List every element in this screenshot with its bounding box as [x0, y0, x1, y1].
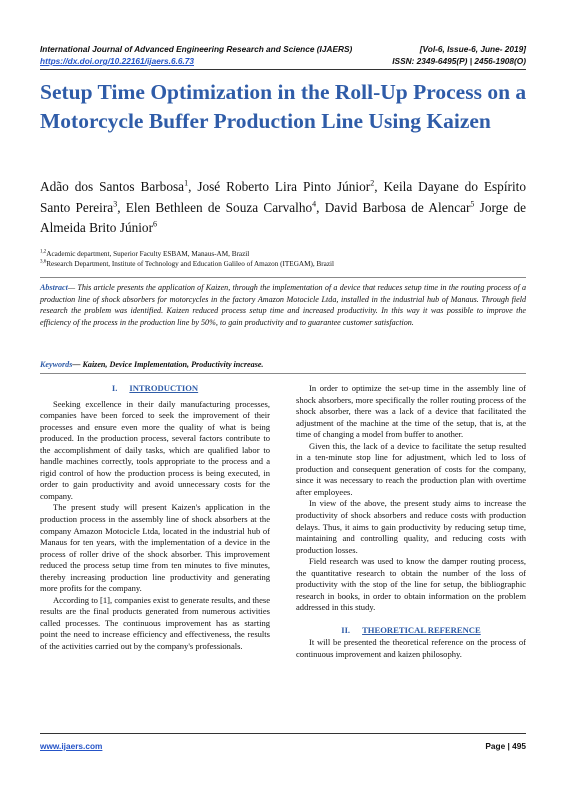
author-name: Adão dos Santos Barbosa — [40, 179, 185, 194]
header-divider — [40, 69, 526, 70]
author-affiliation-mark: 5 — [470, 199, 475, 209]
paragraph: Given this, the lack of a device to facilitate the setup resulted in a ten-minute stop line for adjustment, which led to loss of production and consequent generation of costs for the company, since it was necessary to reach the production plan with overtime after employees. — [296, 440, 526, 497]
paragraph: Field research was used to know the damper routing process, the quantitative research to obtain the number of the loss of productivity with the stop of the line for setup, the bibliographic research in books, in order to obtain information on the problem addressed in this study. — [296, 556, 526, 613]
author-list: Adão dos Santos Barbosa$^1$, José Roberto Lira Pinto Júnior$^2$, Keila Dayane do Espírito Santo Pereira$^3$, Elen Bethleen de Souza Carvalho$^4$, David Barbosa de Alencar$^5$ Jorge de Almeida Brito Júnior$^6$ — [40, 178, 527, 235]
journal-header — [40, 44, 526, 54]
volume-issue: [Vol-6, Issue-6, June- 2019] — [419, 44, 526, 54]
footer-divider — [40, 733, 526, 734]
affiliation-line: $^{3,6}$Research Department, Institute of Technology and Education Galileo of Amazon (ITEGAM), Brazil — [40, 259, 335, 268]
author-affiliation-mark: 1 — [184, 178, 189, 188]
paragraph: In view of the above, the present study aims to increase the productivity of shock absorbers and reduce costs with production delays. Thus, it aims to gain productivity by reducing setup time, maintaining and controlling quality, and reducing costs with production losses. — [296, 498, 526, 555]
abstract-text: — This article presents the application of Kaizen, through the implementation of a device that reduces setup time in the routing process of a production line of shock absorbers for motorcycles in the factory Amazon Motocicle Ltda, installed in the industrial hub of Manaus. Through field research the problem was identified. Kaizen reduced process setup time and increased productivity. In this way it was possible to improve the efficiency of the process in the production line by 50%, to gain productivity and to guarantee customer satisfaction. — [40, 283, 526, 327]
author-affiliation-mark: 6 — [153, 219, 158, 229]
issn: ISSN: 2349-6495(P) | 2456-1908(O) — [392, 56, 526, 66]
paragraph: According to [1], companies exist to generate results, and these results are the final products generated from numerous activities called processes. The continuous improvement has as starting point the need to increase efficiency and effectiveness, the results of the activities carried out by the company's professionals. — [40, 594, 270, 651]
paragraph: In order to optimize the set-up time in the assembly line of shock absorbers, more specifically the roller routing process of the shock absorber, there was a lack of a device that facilitated the adjustment of the machine at the time of the setup, that is, at the time of changing a model from buffer to another. — [296, 383, 526, 440]
paragraph: It will be presented the theoretical reference on the process of continuous improvement and kaizen philosophy. — [296, 637, 526, 659]
paragraph: The present study will present Kaizen's application in the production process in the assembly line of shock absorbers at the company Amazon Motocicle Ltda, located in the industrial hub of Manaus for ten years, with the implementation of a device in the process of roller drive of the shock absorber. This improvement reduced the process setup time from ten minutes to five minutes, thereby increasing production line productivity and generating more profits for the company. — [40, 502, 270, 594]
journal-name: International Journal of Advanced Engineering Research and Science (IJAERS) — [40, 44, 353, 54]
paper-title: Setup Time Optimization in the Roll-Up Process on a Motorcycle Buffer Production Line Using Kaizen — [40, 80, 527, 133]
author-affiliation-mark: 2 — [370, 178, 375, 188]
doi-header — [40, 56, 526, 66]
doi-link[interactable]: https://dx.doi.org/10.22161/ijaers.6.6.73 — [40, 56, 195, 66]
keywords-divider — [40, 373, 526, 374]
paragraph: Seeking excellence in their daily manufacturing processes, companies have been forced to seek the improvement of their processes and ensure even more the quality of what is being produced. In the production process, several factors contribute to the accomplishment of daily tasks, which are qualified labor to handle machines correctly, tools appropriate to the process and a rigid control of how the production process is being executed, in order to gain productivity and avoid unnecessary costs for the company. — [40, 398, 270, 501]
abstract-label: Abstract — [40, 283, 68, 292]
abstract — [40, 282, 526, 328]
right-column — [296, 383, 526, 661]
site-link[interactable]: www.ijaers.com — [40, 741, 103, 751]
page-footer — [40, 741, 526, 751]
affiliation-line: $^{1,2}$Academic department, Superior Faculty ESBAM, Manaus-AM, Brazil — [40, 249, 250, 258]
author-affiliation-mark: 4 — [312, 199, 317, 209]
author-name: Elen Bethleen de Souza Carvalho — [125, 199, 313, 215]
author-affiliation-mark: 3 — [113, 199, 118, 209]
keywords-text: — Kaizen, Device Implementation, Productivity increase. — [72, 360, 264, 369]
keywords — [40, 360, 526, 369]
author-name: Keila Dayane do Espírito Santo Pereira — [40, 179, 526, 215]
section-heading-introduction: I. INTRODUCTION — [111, 383, 199, 393]
author-name: Jorge de Almeida Brito Júnior — [40, 199, 527, 235]
keywords-label: Keywords — [40, 360, 73, 369]
abstract-divider — [40, 277, 526, 278]
page-number: Page | 495 — [485, 741, 526, 751]
left-column — [40, 383, 270, 653]
author-name: José Roberto Lira Pinto Júnior — [197, 179, 371, 194]
section-heading-theoretical-reference: II. THEORETICAL REFERENCE — [341, 624, 481, 635]
author-name: David Barbosa de Alencar — [324, 199, 471, 215]
affiliations — [40, 250, 526, 269]
